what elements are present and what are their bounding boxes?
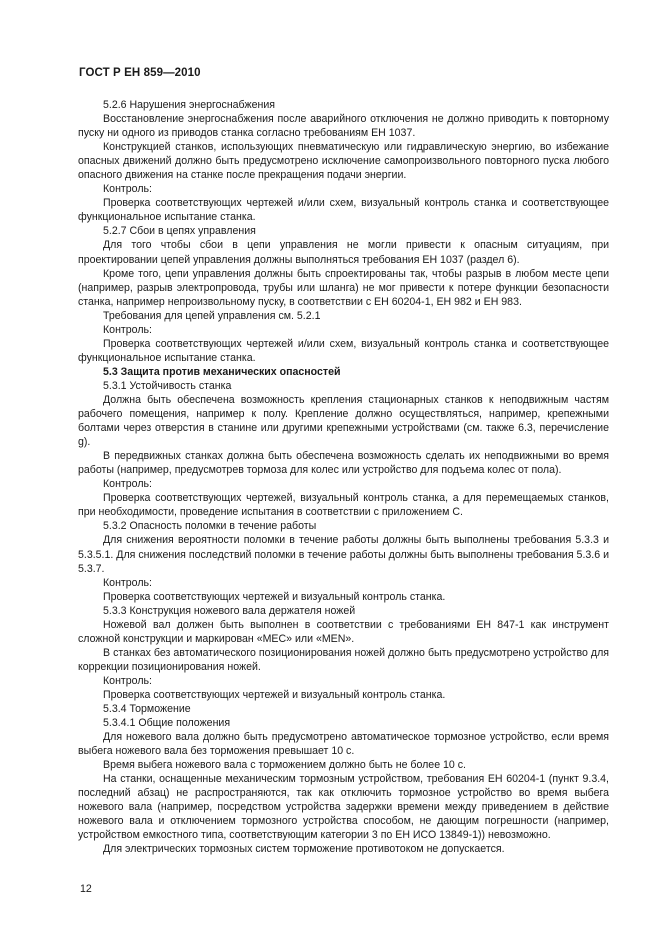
body-paragraph: Проверка соответствующих чертежей и/или схем, визуальный контроль станка и соответствующее функциональное испытание станка. (78, 197, 609, 224)
body-paragraph: Ножевой вал должен быть выполнен в соответствии с требованиями ЕН 847-1 как инструмент сложной конструкции и маркирован «МЕС» или «МЕN». (78, 618, 609, 645)
section-heading: 5.3.4.1 Общие положения (103, 717, 231, 730)
body-paragraph: Для снижения вероятности поломки в течение работы должны быть выполнены требования 5.3.3 и 5.3.5.1. Для снижения последствий поломки в течение работы должны быть выполнены требования 5.3.6 и 5.3.7. (78, 534, 609, 575)
section-heading: 5.3.2 Опасность поломки в течение работы (103, 520, 317, 533)
section-heading: Требования для цепей управления см. 5.2.1 (103, 309, 321, 322)
section-heading: Контроль: (103, 478, 152, 491)
section-heading: Проверка соответствующих чертежей и визуальный контроль станка. (103, 688, 446, 701)
section-heading: Контроль: (103, 183, 152, 196)
section-heading: Контроль: (103, 323, 152, 336)
page-number: 12 (80, 883, 92, 895)
section-heading: 5.3 Защита против механических опасностей (103, 365, 341, 378)
section-heading: Для электрических тормозных систем торможение противотоком не допускается. (103, 843, 505, 856)
section-heading: Время выбега ножевого вала с торможением должно быть не более 10 с. (103, 759, 467, 772)
body-paragraph: Для того чтобы сбои в цепи управления не могли привести к опасным ситуациям, при проектировании цепей управления должны выполняться требования ЕН 1037 (раздел 6). (78, 239, 609, 266)
body-paragraph: Конструкцией станков, использующих пневматическую или гидравлическую энергию, во избежание опасных движений должно быть предусмотрено исключение самопроизвольного повторного пуска любого опасного движения на станке после прекращения подачи энергии. (78, 141, 609, 182)
body-paragraph: Должна быть обеспечена возможность крепления стационарных станков к неподвижным частям рабочего помещения, например к полу. Крепление должно осуществляться, например, крепежными болтами через отверстия в станине или другими крепежными устройствами (см. также 6.3, перечисление g). (78, 393, 609, 449)
body-paragraph: На станки, оснащенные механическим тормозным устройством, требования ЕН 60204-1 (пункт 9.3.4, последний абзац) не распространяются, так как отключить тормозное устройство во время выбега ножевого вала (например, посредством устройства задержки времени между приведением в действие ножевого вала и отключением тормозного устройства способом, не дающим погрешности (например, устройством емкостного типа, соответствующим категории 3 по ЕН ИСО 13849-1)) невозможно. (78, 773, 609, 842)
section-heading: Контроль: (103, 674, 152, 687)
body-paragraph: Проверка соответствующих чертежей, визуальный контроль станка, а для перемещаемых станков, при необходимости, проведение испытания в соответствии с приложением С. (78, 492, 609, 519)
body-paragraph: Восстановление энергоснабжения после аварийного отключения не должно приводить к повторному пуску ни одного из приводов станка согласно требованиям ЕН 1037. (78, 113, 609, 140)
section-heading: 5.3.4 Торможение (103, 703, 191, 716)
section-heading: Контроль: (103, 576, 152, 589)
section-heading: Проверка соответствующих чертежей и визуальный контроль станка. (103, 590, 446, 603)
section-heading: 5.2.7 Сбои в цепях управления (103, 225, 256, 238)
body-paragraph: В станках без автоматического позиционирования ножей должно быть предусмотрено устройство для коррекции позиционирования ножей. (78, 646, 609, 673)
body-paragraph: Кроме того, цепи управления должны быть спроектированы так, чтобы разрыв в любом месте цепи (например, разрыв электропровода, трубы или шланга) не мог привести к потере функции безопасности станка, например непроизвольному пуску, в соответствии с ЕН 60204-1, ЕН 982 и ЕН 983. (78, 267, 609, 308)
document-body (78, 98, 609, 857)
body-paragraph: В передвижных станках должна быть обеспечена возможность сделать их неподвижными во время работы (например, предусмотрев тормоза для колес или устройство для подъема колес от пола). (78, 450, 609, 477)
body-paragraph: Для ножевого вала должно быть предусмотрено автоматическое тормозное устройство, если время выбега ножевого вала без торможения превышает 10 с. (78, 731, 609, 758)
section-heading: 5.3.3 Конструкция ножевого вала держателя ножей (103, 604, 356, 617)
body-paragraph: Проверка соответствующих чертежей и/или схем, визуальный контроль станка и соответствующее функциональное испытание станка. (78, 337, 609, 364)
section-heading: 5.3.1 Устойчивость станка (103, 379, 232, 392)
section-heading: 5.2.6 Нарушения энергоснабжения (103, 99, 275, 111)
document-header: ГОСТ Р ЕН 859—2010 (79, 67, 201, 79)
